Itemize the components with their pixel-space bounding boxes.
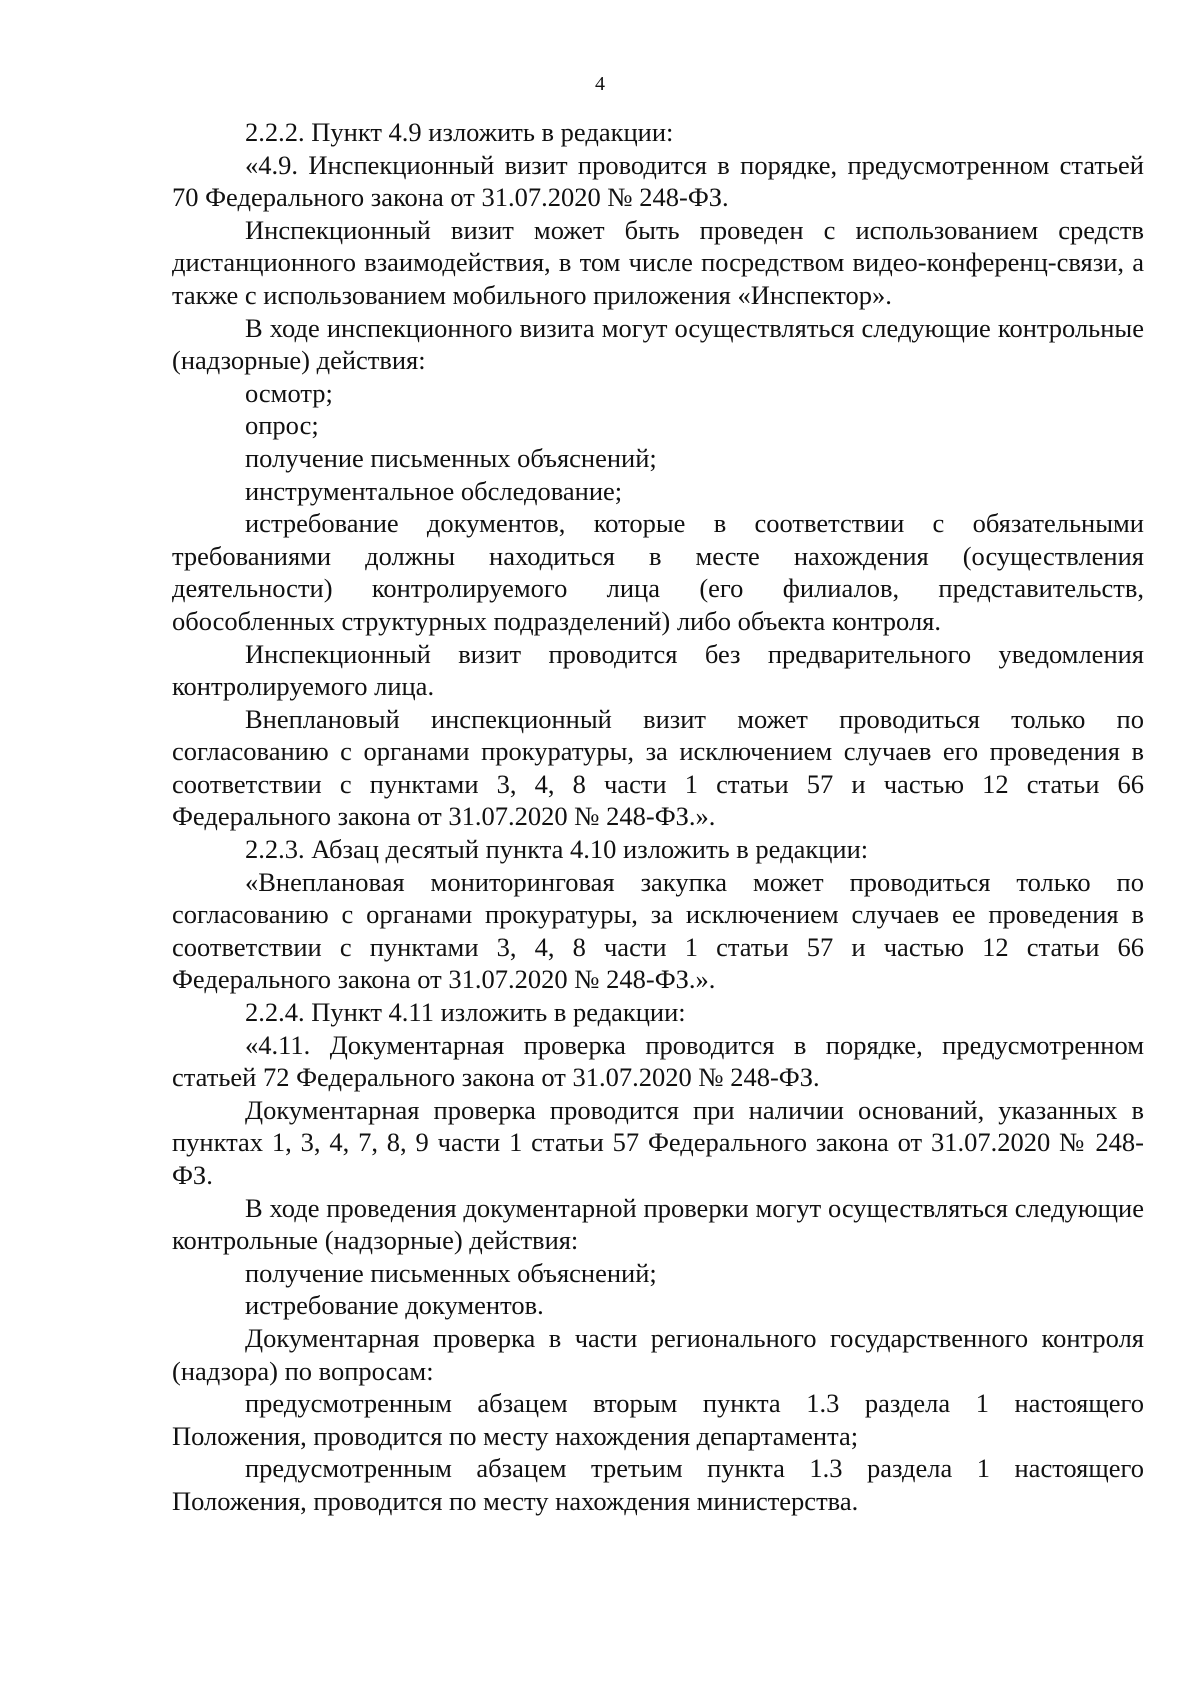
paragraph: 2.2.4. Пункт 4.11 изложить в редакции: [245,997,686,1028]
paragraph: Внеплановый инспекционный визит может проводиться только по согласованию с органами прокуратуры, за исключением случаев его проведения в соответствии с пунктами 3, 4, 8 части 1 статьи 57 и частью 12 статьи 66 Федерального закона от 31.07.2020 № 248-ФЗ.». [172,703,1144,832]
paragraph: 2.2.3. Абзац десятый пункта 4.10 изложить в редакции: [245,834,869,865]
paragraph: Инспекционный визит проводится без предварительного уведомления контролируемого лица. [172,638,1144,702]
paragraph: осмотр; [245,377,333,408]
paragraph: истребование документов, которые в соответствии с обязательными требованиями должны находиться в месте нахождения (осуществления деятельности) контролируемого лица (его филиалов, представительств, обособленных структурных подразделений) либо объекта контроля. [172,508,1144,636]
paragraph: 2.2.2. Пункт 4.9 изложить в редакции: [245,117,674,147]
paragraph: получение письменных объяснений; [245,442,657,473]
document-body [172,116,1144,1518]
paragraph: «4.11. Документарная проверка проводится в порядке, предусмотренном статьей 72 Федерального закона от 31.07.2020 № 248-ФЗ. [172,1029,1144,1093]
paragraph: В ходе инспекционного визита могут осуществляться следующие контрольные (надзорные) действия: [172,312,1144,376]
paragraph: В ходе проведения документарной проверки могут осуществляться следующие контрольные (надзорные) действия: [172,1192,1144,1256]
paragraph: предусмотренным абзацем третьим пункта 1.3 раздела 1 настоящего Положения, проводится по месту нахождения министерства. [172,1453,1144,1516]
page-number: 4 [595,73,605,95]
paragraph: «4.9. Инспекционный визит проводится в порядке, предусмотренном статьей 70 Федерального закона от 31.07.2020 № 248-ФЗ. [172,149,1144,213]
paragraph: истребование документов. [245,1290,544,1321]
paragraph: инструментальное обследование; [245,475,623,506]
paragraph: опрос; [245,410,319,441]
paragraph: «Внеплановая мониторинговая закупка может проводиться только по согласованию с органами прокуратуры, за исключением случаев ее проведения в соответствии с пунктами 3, 4, 8 части 1 статьи 57 и частью 12 статьи 66 Федерального закона от 31.07.2020 № 248-ФЗ.». [172,866,1144,995]
paragraph: Документарная проверка проводится при наличии оснований, указанных в пунктах 1, 3, 4, 7, 8, 9 части 1 статьи 57 Федерального закона от 31.07.2020 № 248-ФЗ. [172,1094,1144,1190]
paragraph: предусмотренным абзацем вторым пункта 1.3 раздела 1 настоящего Положения, проводится по месту нахождения департамента; [172,1388,1144,1451]
paragraph: Документарная проверка в части регионального государственного контроля (надзора) по вопросам: [172,1322,1144,1386]
paragraph: Инспекционный визит может быть проведен с использованием средств дистанционного взаимодействия, в том числе посредством видео-конференц-связи, а также с использованием мобильного приложения «Инспектор». [172,214,1144,310]
paragraph: получение письменных объяснений; [245,1257,657,1288]
